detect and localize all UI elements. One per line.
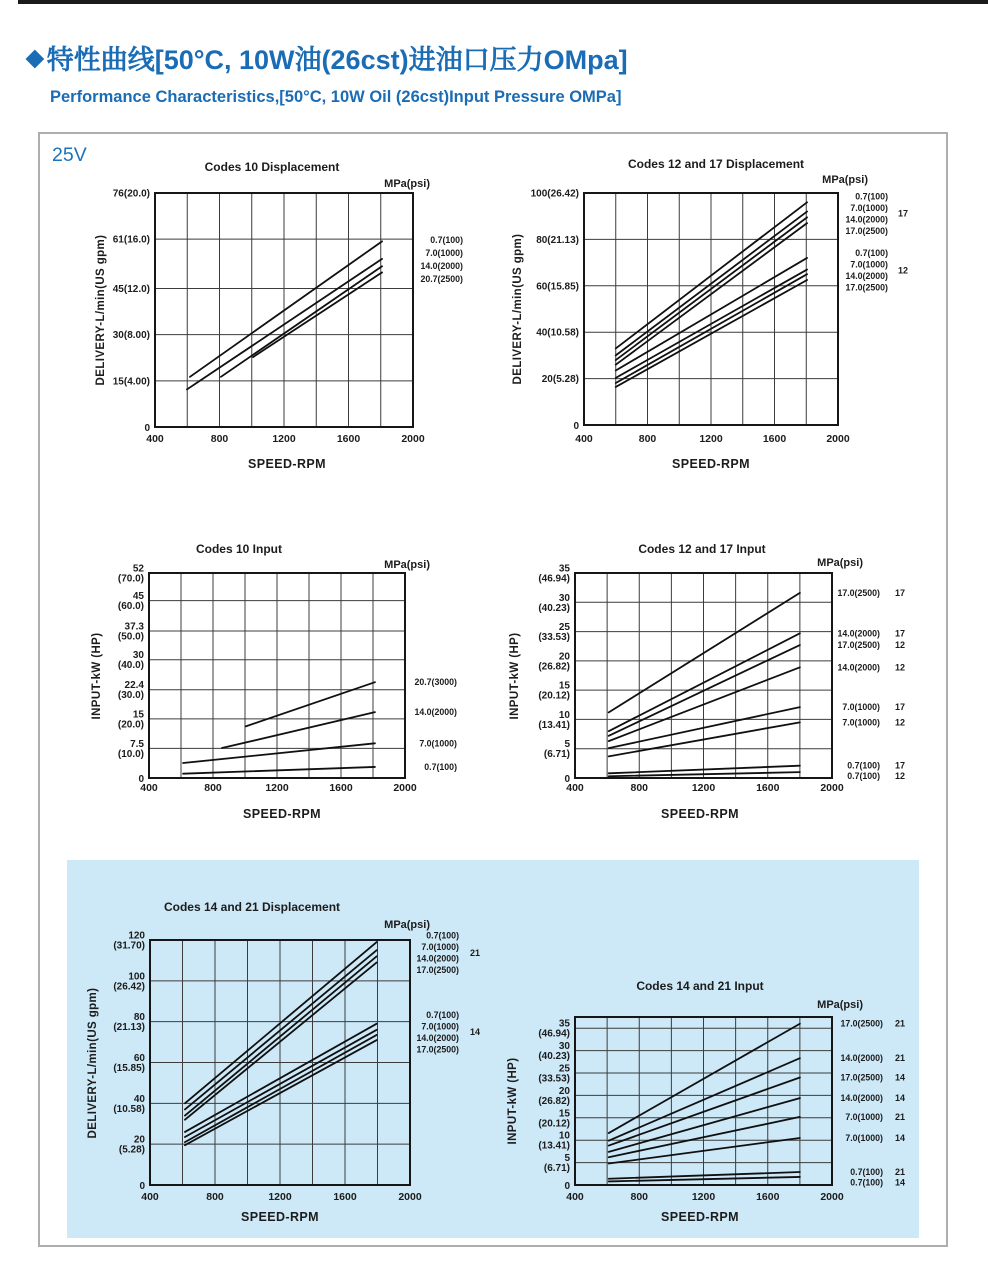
y-tick-label: 0	[564, 1181, 570, 1192]
x-tick-label: 1200	[265, 782, 289, 794]
chart-title: Codes 10 Input	[195, 542, 283, 556]
y-tick-label: 60(15.85)	[536, 281, 579, 293]
legend-code: 14	[470, 1027, 481, 1038]
legend-entry: 20.7(2500)	[420, 274, 463, 285]
x-tick-label: 800	[630, 1191, 649, 1203]
y-tick-label: (15.85)	[113, 1063, 145, 1074]
y-tick-label: (10.58)	[113, 1103, 145, 1115]
legend-entry: 7.0(1000)	[425, 248, 463, 259]
y-tick-label: 20	[558, 651, 570, 663]
legend-entry: 0.7(100)	[426, 1009, 459, 1020]
series-line-0.7(100)-21	[185, 942, 377, 1103]
y-tick-label: 80(21.13)	[536, 234, 579, 246]
x-tick-label: 2000	[398, 1191, 422, 1203]
series-line-14.0(2000)-14	[185, 1035, 377, 1142]
y-tick-label: 22.4	[124, 680, 144, 692]
legend-entry: 17.0(2500)	[845, 282, 888, 293]
legend-title-mpa-psi: MPa(psi)	[817, 999, 863, 1011]
legend-code: 12	[895, 640, 906, 651]
y-tick-label: 100(26.42)	[530, 188, 579, 200]
x-axis-title: SPEED-RPM	[243, 807, 321, 821]
legend-entry: 7.0(1000)	[842, 702, 880, 713]
legend-entry: 14.0(2000)	[420, 261, 463, 272]
legend-entry: 0.7(100)	[847, 771, 880, 782]
legend-entry: 14.0(2000)	[837, 662, 880, 673]
y-axis-title: INPUT-kW (HP)	[507, 1057, 519, 1145]
legend-entry: 7.0(1000)	[421, 942, 459, 953]
legend-entry: 0.7(100)	[855, 248, 888, 259]
x-tick-label: 800	[210, 433, 229, 445]
y-tick-label: (26.42)	[113, 981, 145, 993]
y-tick-label: 5	[564, 1153, 570, 1165]
y-tick-label: 52	[132, 563, 144, 575]
legend-entry: 7.0(1000)	[845, 1132, 883, 1143]
y-tick-label: (31.70)	[113, 940, 145, 952]
legend-code: 21	[895, 1111, 906, 1122]
x-tick-label: 1600	[756, 1191, 780, 1203]
legend-entry: 7.0(1000)	[419, 738, 457, 749]
y-tick-label: 40	[133, 1093, 145, 1105]
x-tick-label: 400	[141, 1191, 159, 1203]
diamond-icon: ◆	[26, 44, 44, 70]
y-tick-label: (46.94)	[538, 1028, 570, 1040]
legend-entry: 0.7(100)	[426, 930, 459, 941]
legend-entry: 7.0(1000)	[842, 717, 880, 728]
legend-code: 14	[895, 1132, 906, 1143]
x-tick-label: 1600	[333, 1191, 357, 1203]
y-tick-label: (30.0)	[117, 690, 144, 702]
legend-entry: 14.0(2000)	[416, 953, 459, 964]
legend-entry: 7.0(1000)	[850, 259, 888, 270]
y-axis-title: INPUT-kW (HP)	[509, 632, 521, 720]
y-tick-label: (26.82)	[538, 661, 570, 673]
x-axis-title: SPEED-RPM	[661, 1210, 739, 1224]
legend-code: 14	[895, 1093, 906, 1104]
legend-entry: 14.0(2000)	[845, 214, 888, 225]
series-line-14.0(2000)-14	[609, 1098, 800, 1152]
y-tick-label: (13.41)	[538, 1140, 570, 1152]
y-tick-label: 30	[558, 592, 570, 604]
legend-title-mpa-psi: MPa(psi)	[822, 174, 868, 186]
legend-title-mpa-psi: MPa(psi)	[384, 559, 430, 571]
series-line-20.7(3000)	[246, 682, 375, 726]
x-axis-title: SPEED-RPM	[241, 1210, 319, 1224]
legend-code: 17	[898, 208, 909, 219]
legend-entry: 14.0(2000)	[416, 1032, 459, 1043]
legend-entry: 0.7(100)	[847, 760, 880, 771]
x-tick-label: 400	[140, 782, 158, 794]
y-tick-label: 15	[132, 709, 144, 721]
y-tick-label: (33.53)	[538, 632, 570, 644]
legend-title-mpa-psi: MPa(psi)	[817, 557, 863, 569]
y-tick-label: 15(4.00)	[112, 376, 150, 388]
y-tick-label: 30(8.00)	[112, 330, 150, 342]
y-tick-label: (20.0)	[117, 719, 144, 731]
legend-entry: 17.0(2500)	[416, 1044, 459, 1055]
x-tick-label: 2000	[820, 1191, 844, 1203]
legend-code: 17	[895, 628, 906, 639]
legend-code: 14	[895, 1072, 906, 1083]
chart-title: Codes 12 and 17 Input	[638, 542, 766, 556]
legend-entry: 0.7(100)	[850, 1167, 883, 1178]
legend-code: 14	[895, 1177, 906, 1188]
legend-entry: 17.0(2500)	[416, 965, 459, 976]
y-tick-label: 20	[558, 1085, 570, 1097]
x-axis-title: SPEED-RPM	[661, 807, 739, 821]
x-tick-label: 2000	[820, 782, 844, 794]
legend-entry: 7.0(1000)	[845, 1111, 883, 1122]
y-tick-label: 0	[564, 774, 570, 785]
legend-code: 17	[895, 702, 906, 713]
y-tick-label: 80	[133, 1012, 145, 1024]
series-line-14.0(2000)-21	[609, 1058, 800, 1140]
x-tick-label: 1200	[272, 433, 296, 445]
legend-entry: 17.0(2500)	[837, 587, 880, 598]
y-axis-title: DELIVERY-L/min(US gpm)	[512, 233, 524, 385]
series-line-14.0(2000)	[221, 266, 382, 377]
y-tick-label: 7.5	[130, 738, 144, 750]
x-tick-label: 1600	[762, 433, 787, 445]
y-tick-label: 0	[139, 1181, 145, 1192]
x-tick-label: 1200	[699, 433, 723, 445]
x-tick-label: 2000	[393, 782, 417, 794]
legend-entry: 0.7(100)	[424, 761, 457, 772]
y-tick-label: 30	[132, 650, 144, 662]
legend-code: 12	[895, 717, 906, 728]
legend-title-mpa-psi: MPa(psi)	[384, 919, 430, 931]
series-line-14.0(2000)-12	[609, 667, 800, 741]
y-tick-label: 0	[144, 423, 150, 434]
x-tick-label: 2000	[401, 433, 425, 445]
series-line-14.0(2000)-17	[609, 633, 800, 731]
series-line-0.7(100)	[183, 767, 375, 774]
series-line-0.7(100)	[190, 241, 382, 376]
series-line-7.0(1000)-14	[185, 1030, 377, 1137]
y-tick-label: (5.28)	[118, 1144, 145, 1156]
legend-entry: 17.0(2500)	[840, 1018, 883, 1029]
x-tick-label: 1200	[691, 1191, 716, 1203]
legend-entry: 14.0(2000)	[837, 628, 880, 639]
legend-code: 21	[470, 947, 481, 958]
series-line-17.0(2500)-14	[609, 1077, 800, 1145]
legend-entry: 14.0(2000)	[845, 271, 888, 282]
legend-entry: 20.7(3000)	[414, 677, 457, 688]
y-tick-label: 60	[133, 1053, 145, 1064]
y-tick-label: 0	[573, 421, 579, 432]
legend-entry: 14.0(2000)	[840, 1053, 883, 1064]
y-tick-label: (26.82)	[538, 1095, 570, 1107]
x-tick-label: 800	[206, 1191, 224, 1203]
y-tick-label: (50.0)	[117, 631, 144, 643]
y-tick-label: 10	[558, 1130, 570, 1142]
page-subtitle: Performance Characteristics,[50°C, 10W Oil (26cst)Input Pressure OMPa]	[50, 88, 622, 106]
y-tick-label: 76(20.0)	[112, 188, 150, 200]
legend-entry: 14.0(2000)	[840, 1093, 883, 1104]
x-tick-label: 1600	[756, 782, 780, 794]
x-tick-label: 1600	[329, 782, 353, 794]
y-tick-label: 5	[564, 739, 570, 751]
y-tick-label: 35	[558, 563, 570, 575]
legend-entry: 7.0(1000)	[421, 1021, 459, 1032]
x-tick-label: 800	[638, 433, 657, 445]
legend-entry: 0.7(100)	[855, 191, 888, 202]
chart-title: Codes 14 and 21 Displacement	[163, 900, 341, 914]
legend-code: 21	[895, 1018, 906, 1029]
legend-code: 21	[895, 1167, 906, 1178]
series-line-7.0(1000)-21	[185, 950, 377, 1109]
legend-code: 12	[898, 265, 909, 276]
x-tick-label: 1200	[268, 1191, 292, 1203]
y-tick-label: 20	[133, 1134, 145, 1146]
y-tick-label: (46.94)	[538, 573, 570, 585]
legend-code: 12	[895, 771, 906, 782]
y-tick-label: (20.12)	[538, 690, 570, 702]
legend-entry: 17.0(2500)	[845, 225, 888, 236]
series-line-20.7(2500)	[253, 272, 382, 357]
y-tick-label: 20(5.28)	[541, 374, 579, 386]
legend-code: 17	[895, 587, 906, 598]
x-tick-label: 400	[566, 1191, 584, 1203]
chart-title: Codes 10 Displacement	[204, 160, 340, 174]
x-tick-label: 400	[575, 433, 593, 445]
y-tick-label: 45(12.0)	[112, 283, 150, 295]
x-tick-label: 400	[566, 782, 584, 794]
x-axis-title: SPEED-RPM	[672, 457, 750, 471]
y-axis-title: INPUT-kW (HP)	[91, 632, 103, 720]
page-title-text: 特性曲线[50°C, 10W油(26cst)进油口压力OMpa]	[46, 45, 628, 75]
y-tick-label: 120	[128, 930, 145, 942]
y-tick-label: 37.3	[124, 621, 144, 633]
y-tick-label: (6.71)	[543, 1163, 570, 1175]
y-tick-label: (40.23)	[538, 602, 570, 614]
legend-entry: 0.7(100)	[430, 235, 463, 246]
chart-title: Codes 12 and 17 Displacement	[627, 157, 805, 171]
x-tick-label: 1200	[691, 782, 716, 794]
legend-entry: 14.0(2000)	[414, 707, 457, 718]
pump-series-label: 25V	[52, 144, 87, 166]
legend-title-mpa-psi: MPa(psi)	[384, 178, 430, 190]
y-tick-label: 15	[558, 1108, 570, 1120]
y-tick-label: (13.41)	[538, 719, 570, 731]
chart-title: Codes 14 and 21 Input	[636, 979, 764, 993]
x-tick-label: 2000	[826, 433, 850, 445]
series-line-7.0(1000)	[183, 743, 375, 763]
y-tick-label: (20.12)	[538, 1118, 570, 1130]
y-tick-label: 40(10.58)	[536, 327, 579, 339]
legend-code: 17	[895, 760, 906, 771]
legend-code: 21	[895, 1053, 906, 1064]
y-tick-label: 15	[558, 680, 570, 692]
series-line-17.0(2500)-21	[185, 962, 377, 1119]
legend-entry: 17.0(2500)	[837, 640, 880, 651]
y-tick-label: (33.53)	[538, 1073, 570, 1085]
y-axis-title: DELIVERY-L/min(US gpm)	[87, 987, 99, 1139]
legend-code: 12	[895, 662, 906, 673]
y-tick-label: (40.0)	[117, 660, 144, 672]
y-tick-label: (60.0)	[117, 601, 144, 613]
y-tick-label: 10	[558, 709, 570, 721]
y-tick-label: 0	[138, 774, 144, 785]
y-tick-label: 30	[558, 1041, 570, 1053]
y-tick-label: 61(16.0)	[112, 234, 150, 246]
x-axis-title: SPEED-RPM	[248, 457, 326, 471]
y-tick-label: 25	[558, 1063, 570, 1075]
y-tick-label: 25	[558, 622, 570, 634]
legend-entry: 7.0(1000)	[850, 202, 888, 213]
x-tick-label: 800	[204, 782, 222, 794]
x-tick-label: 800	[630, 782, 649, 794]
x-tick-label: 400	[146, 433, 164, 445]
y-tick-label: 45	[132, 591, 144, 603]
y-tick-label: (10.0)	[117, 748, 144, 760]
legend-entry: 0.7(100)	[850, 1177, 883, 1188]
y-axis-title: DELIVERY-L/min(US gpm)	[95, 234, 107, 386]
y-tick-label: 100	[128, 971, 145, 983]
series-line-17.0(2500)-21	[609, 1024, 800, 1133]
x-tick-label: 1600	[336, 433, 361, 445]
y-tick-label: 35	[558, 1018, 570, 1030]
y-tick-label: (6.71)	[543, 749, 570, 761]
series-line-17.0(2500)-17	[609, 593, 800, 712]
y-tick-label: (21.13)	[113, 1022, 145, 1034]
legend-entry: 17.0(2500)	[840, 1072, 883, 1083]
y-tick-label: (40.23)	[538, 1051, 570, 1063]
y-tick-label: (70.0)	[117, 573, 144, 585]
